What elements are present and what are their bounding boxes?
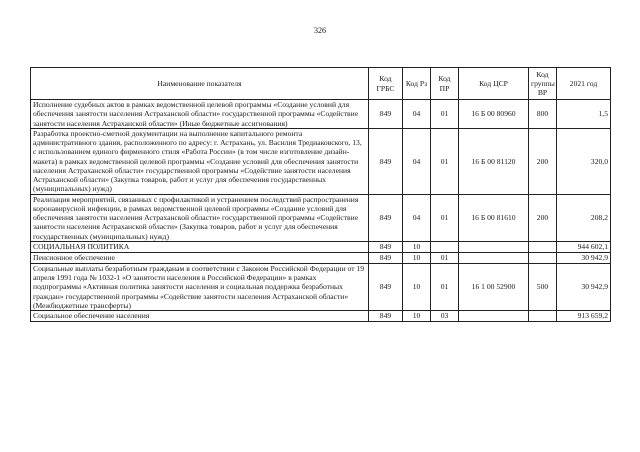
row-rz: 10 <box>403 241 431 252</box>
table-row <box>31 311 611 322</box>
row-grbs: 849 <box>369 241 403 252</box>
row-rz: 04 <box>403 100 431 129</box>
row-rz: 04 <box>403 128 431 194</box>
row-name: Исполнение судебных актов в рамках ведомственной целевой программы «Создание условий для обеспечения занятости населения Астраханской области» государственной программы «Содействие занятости населения Астраханской области» (Иные бюджетные ассигнования) <box>31 100 369 129</box>
row-name: Пенсионное обеспечение <box>31 252 369 263</box>
table-row <box>31 100 611 129</box>
table-header-row <box>31 68 611 100</box>
header-vr: Код группы ВР <box>529 68 557 100</box>
row-grbs: 849 <box>369 100 403 129</box>
row-amount: 320,0 <box>557 128 611 194</box>
row-vr: 200 <box>529 194 557 241</box>
row-name: СОЦИАЛЬНАЯ ПОЛИТИКА <box>31 241 369 252</box>
row-pr: 01 <box>431 194 459 241</box>
row-amount: 944 602,1 <box>557 241 611 252</box>
row-name: Реализация мероприятий, связанных с профилактикой и устранением последствий распространения коронавирусной инфекции, в рамках ведомственной целевой программы «Создание условий для обеспечения занятости населения Астраханской области» государственной программы «Содействие занятости населения Астраханской области» (Закупка товаров, работ и услуг для обеспечения государственных (муниципальных) нужд) <box>31 194 369 241</box>
header-rz: Код Рз <box>403 68 431 100</box>
row-rz: 10 <box>403 311 431 322</box>
row-csr <box>459 252 529 263</box>
row-vr <box>529 311 557 322</box>
table-row <box>31 263 611 310</box>
row-csr: 16 Б 00 80960 <box>459 100 529 129</box>
page-number: 326 <box>314 26 326 35</box>
table-row <box>31 252 611 263</box>
row-pr: 01 <box>431 128 459 194</box>
row-name: Социальные выплаты безработным гражданам в соответствии с Законом Российской Федерации от 19 апреля 1991 года № 1032-1 «О занятости населения в Российской Федерации» в рамках подпрограммы «Активная политика занятости населения и социальная поддержка безработных граждан» государственной программы «Содействие занятости населения Астраханской области» (Межбюджетные трансферты) <box>31 263 369 310</box>
row-pr: 01 <box>431 252 459 263</box>
row-grbs: 849 <box>369 194 403 241</box>
row-vr <box>529 252 557 263</box>
row-csr <box>459 241 529 252</box>
row-grbs: 849 <box>369 311 403 322</box>
header-csr: Код ЦСР <box>459 68 529 100</box>
table-row <box>31 128 611 194</box>
row-vr: 800 <box>529 100 557 129</box>
row-csr: 16 1 00 52900 <box>459 263 529 310</box>
header-pr: Код ПР <box>431 68 459 100</box>
row-grbs: 849 <box>369 263 403 310</box>
header-name: Наименование показателя <box>31 68 369 100</box>
row-amount: 1,5 <box>557 100 611 129</box>
row-pr <box>431 241 459 252</box>
row-rz: 10 <box>403 252 431 263</box>
row-vr: 200 <box>529 128 557 194</box>
row-rz: 04 <box>403 194 431 241</box>
row-grbs: 849 <box>369 252 403 263</box>
row-amount: 30 942,9 <box>557 252 611 263</box>
row-pr: 03 <box>431 311 459 322</box>
row-pr: 01 <box>431 263 459 310</box>
row-amount: 913 659,2 <box>557 311 611 322</box>
row-grbs: 849 <box>369 128 403 194</box>
header-year: 2021 год <box>557 68 611 100</box>
row-amount: 30 942,9 <box>557 263 611 310</box>
row-pr: 01 <box>431 100 459 129</box>
row-csr <box>459 311 529 322</box>
row-vr <box>529 241 557 252</box>
row-rz: 10 <box>403 263 431 310</box>
row-vr: 500 <box>529 263 557 310</box>
budget-table <box>30 67 611 322</box>
row-name: Разработка проектно-сметной документации на выполнение капитального ремонта административного здания, расположенного по адресу: г. Астрахань, ул. Василия Тредиаковского, 13, с использованием единого фирменного стиля «Работа России» (в том числе изготовление дизайн-макета) в рамках ведомственной целевой программы «Создание условий для обеспечения занятости населения Астраханской области» государственной программы «Содействие занятости населения Астраханской области» (Закупка товаров, работ и услуг для обеспечения государственных (муниципальных) нужд) <box>31 128 369 194</box>
header-grbs: Код ГРБС <box>369 68 403 100</box>
row-amount: 208,2 <box>557 194 611 241</box>
table-row <box>31 194 611 241</box>
row-name: Социальное обеспечение населения <box>31 311 369 322</box>
row-csr: 16 Б 00 81120 <box>459 128 529 194</box>
table-row <box>31 241 611 252</box>
row-csr: 16 Б 00 81610 <box>459 194 529 241</box>
